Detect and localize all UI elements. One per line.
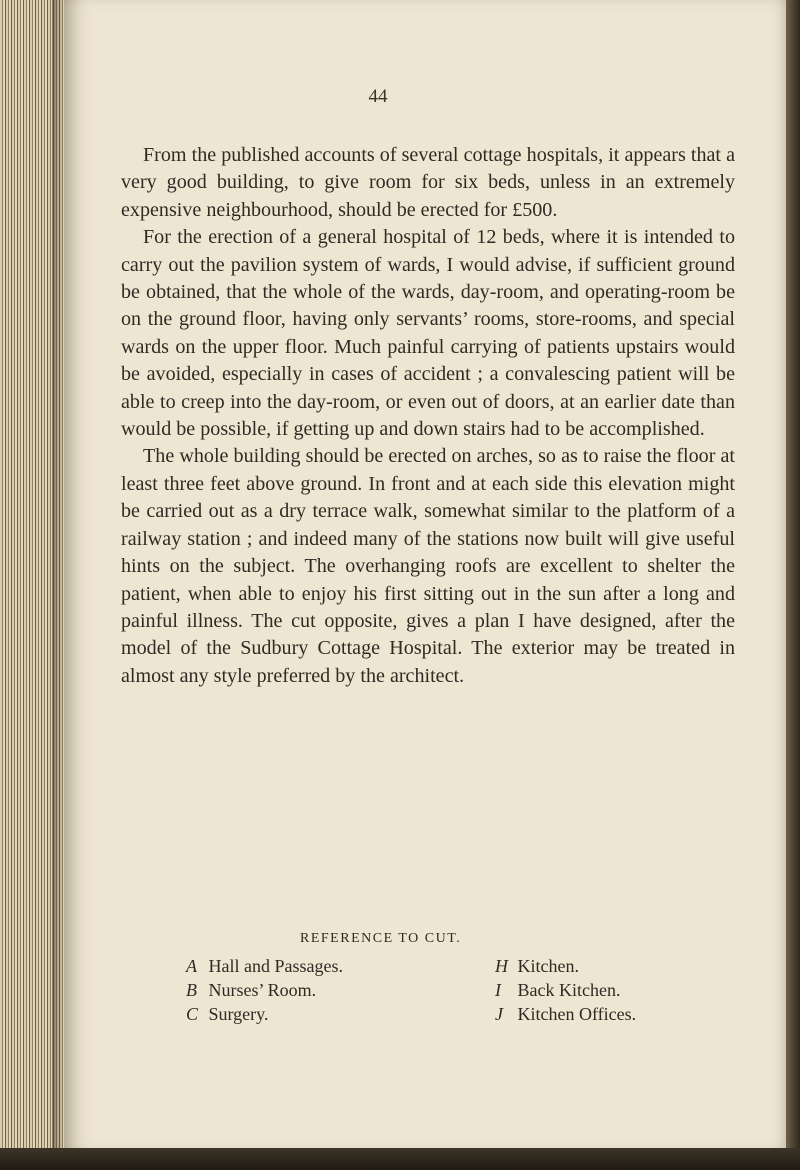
reference-letter: C — [186, 1004, 199, 1024]
reference-item — [495, 978, 636, 1002]
reference-item — [186, 954, 343, 978]
reference-item — [495, 1002, 636, 1026]
reference-column-right — [495, 954, 636, 1026]
reference-column-left — [186, 954, 343, 1026]
reference-letter: A — [186, 956, 197, 976]
reference-label: Hall and Passages. — [208, 956, 343, 976]
page-number: 44 — [368, 86, 388, 107]
body-text — [121, 142, 735, 690]
reference-title: REFERENCE TO CUT. — [300, 931, 462, 946]
reference-item — [186, 978, 343, 1002]
paragraph-cottage-hospitals: From the published accounts of several cottage hospitals, it appears that a very good building, to give room for six beds, unless in an extremely expensive neighbourhood, should be erected for £500. — [121, 144, 735, 221]
reference-label: Kitchen. — [517, 956, 579, 976]
book-page-edges — [0, 0, 64, 1170]
reference-label: Kitchen Offices. — [517, 1004, 637, 1024]
reference-letter: J — [495, 1004, 503, 1024]
paragraph-building-arches: The whole building should be erected on arches, so as to raise the floor at least three feet above ground. In front and at each side this elevation might be carried out as a dry terrace walk, somewhat similar to the platform of a railway station ; and indeed many of the stations now built will give useful hints on the subject. The overhanging roofs are excellent to shelter the patient, when able to enjoy his first sitting out in the sun after a long and painful illness. The cut opposite, gives a plan I have designed, after the model of the Sudbury Cottage Hospital. The exterior may be treated in almost any style preferred by the architect. — [121, 445, 735, 687]
reference-letter: I — [495, 980, 501, 1000]
reference-letter: H — [495, 956, 508, 976]
reference-item — [495, 954, 636, 978]
book-bottom-edge — [0, 1148, 800, 1170]
book-right-edge — [786, 0, 800, 1170]
reference-letter: B — [186, 980, 197, 1000]
reference-label: Nurses’ Room. — [208, 980, 317, 1000]
reference-label: Surgery. — [208, 1004, 269, 1024]
paragraph-general-hospital: For the erection of a general hospital of 12 beds, where it is intended to carry out the pavilion system of wards, I would advise, if sufficient ground be obtained, that the whole of the wards, day-room, and operating-room be on the ground floor, having only servants’ rooms, store-rooms, and special wards on the upper floor. Much painful carrying of patients upstairs would be avoided, especially in cases of accident ; a convalescing patient will be able to creep into the day-room, or even out of doors, at an earlier date than would be possible, if getting up and down stairs had to be accomplished. — [121, 226, 735, 441]
reference-label: Back Kitchen. — [517, 980, 621, 1000]
reference-item — [186, 1002, 343, 1026]
